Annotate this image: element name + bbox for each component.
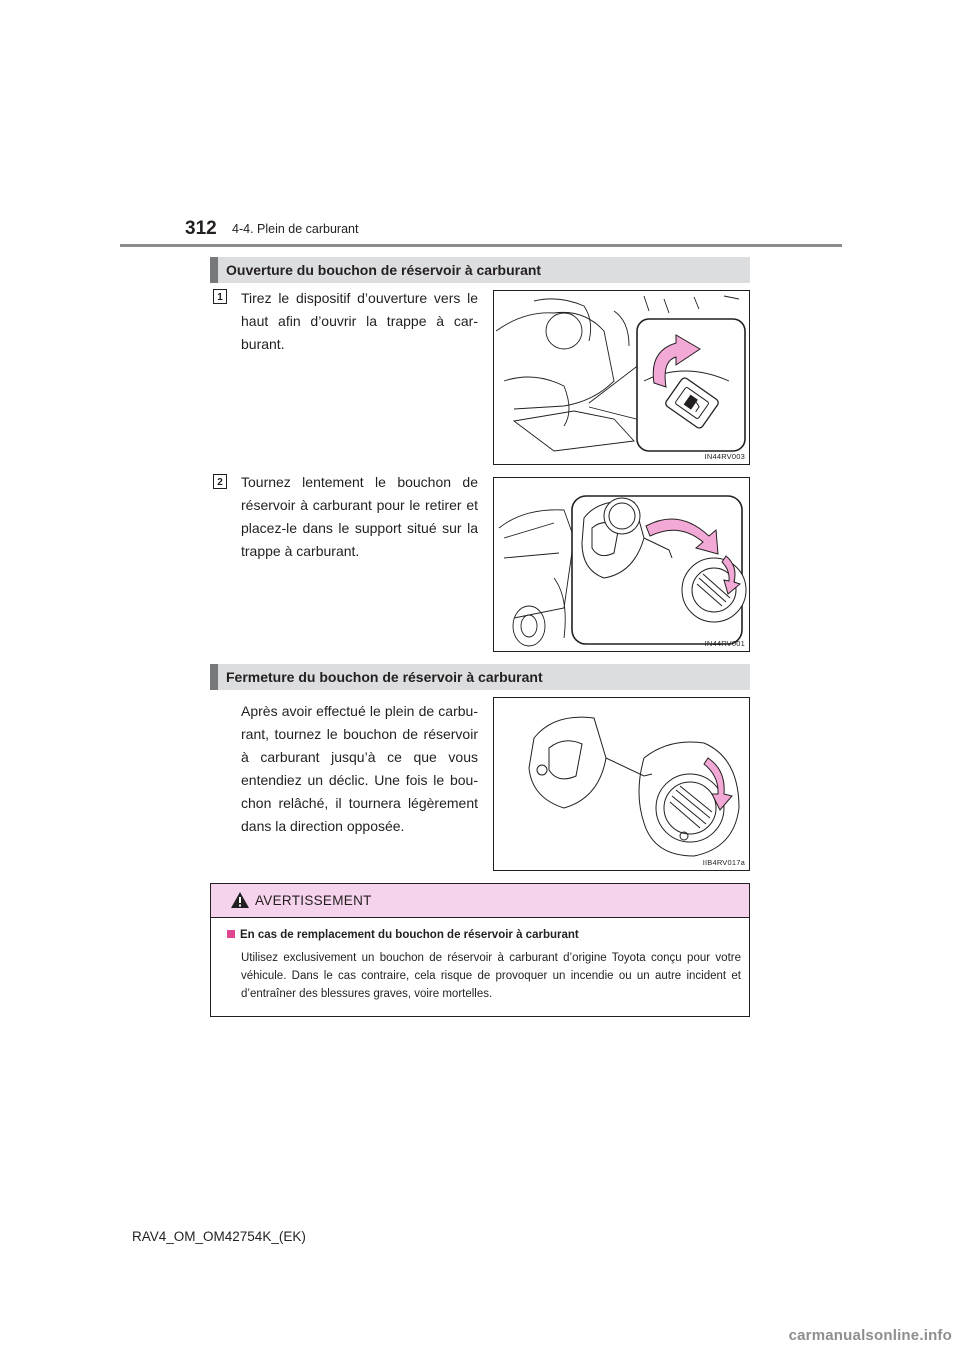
closing-heading-text: Fermeture du bouchon de réservoir à carburant xyxy=(226,669,543,685)
heading-bar xyxy=(210,664,218,690)
fuel-cap-closing-drawing xyxy=(494,698,750,871)
header-rule xyxy=(120,244,842,247)
warning-subtitle: En cas de remplacement du bouchon de réservoir à carburant xyxy=(240,929,579,941)
fuel-door-opener-drawing xyxy=(494,291,750,465)
opening-heading-text: Ouverture du bouchon de réservoir à carburant xyxy=(226,262,542,278)
step-number-2: 2 xyxy=(213,474,227,489)
warning-subtitle-row xyxy=(227,929,579,941)
figure-fuel-cap-removal xyxy=(493,477,750,652)
step-1-text: Tirez le dispositif d’ouverture vers le haut afin d’ouvrir la trappe à carburant. xyxy=(241,290,478,352)
closing-heading xyxy=(210,664,750,690)
step-2-text: Tournez lentement le bouchon de réservoir à carburant pour le retirer et placez-le dans le support situé sur la trappe à carburant. xyxy=(241,474,478,559)
figure-code-2: IN44RV001 xyxy=(704,639,745,648)
bullet-square-icon xyxy=(227,930,235,938)
figure-code-1: IN44RV003 xyxy=(704,452,745,461)
watermark: carmanualsonline.info xyxy=(788,1327,952,1344)
figure-fuel-cap-closing xyxy=(493,697,750,871)
warning-triangle-icon xyxy=(230,891,250,909)
section-title: 4-4. Plein de carburant xyxy=(232,222,359,236)
fuel-cap-removal-drawing xyxy=(494,478,750,652)
warning-box xyxy=(210,883,750,1017)
warning-header xyxy=(211,884,749,918)
footer-code: RAV4_OM_OM42754K_(EK) xyxy=(132,1229,306,1244)
figure-fuel-door-opener xyxy=(493,290,750,465)
step-number-1: 1 xyxy=(213,289,227,304)
opening-heading xyxy=(210,257,750,283)
page-number: 312 xyxy=(185,218,217,239)
closing-text: Après avoir effectué le plein de carburant, tournez le bouchon de réservoir à carburant jusqu’à ce que vous entendiez un déclic. Une fois le bouchon relâché, il tournera légèrement dans la direction opposée. xyxy=(241,703,478,834)
figure-code-3: IIB4RV017a xyxy=(702,858,745,867)
heading-bar xyxy=(210,257,218,283)
warning-text: Utilisez exclusivement un bouchon de réservoir à carburant d’origine Toyota conçu pour votre véhicule. Dans le cas contraire, cela risque de provoquer un incendie ou un autre incident et d’entraîner des blessures graves, voire mortelles. xyxy=(241,952,741,1000)
warning-title: AVERTISSEMENT xyxy=(255,893,372,908)
